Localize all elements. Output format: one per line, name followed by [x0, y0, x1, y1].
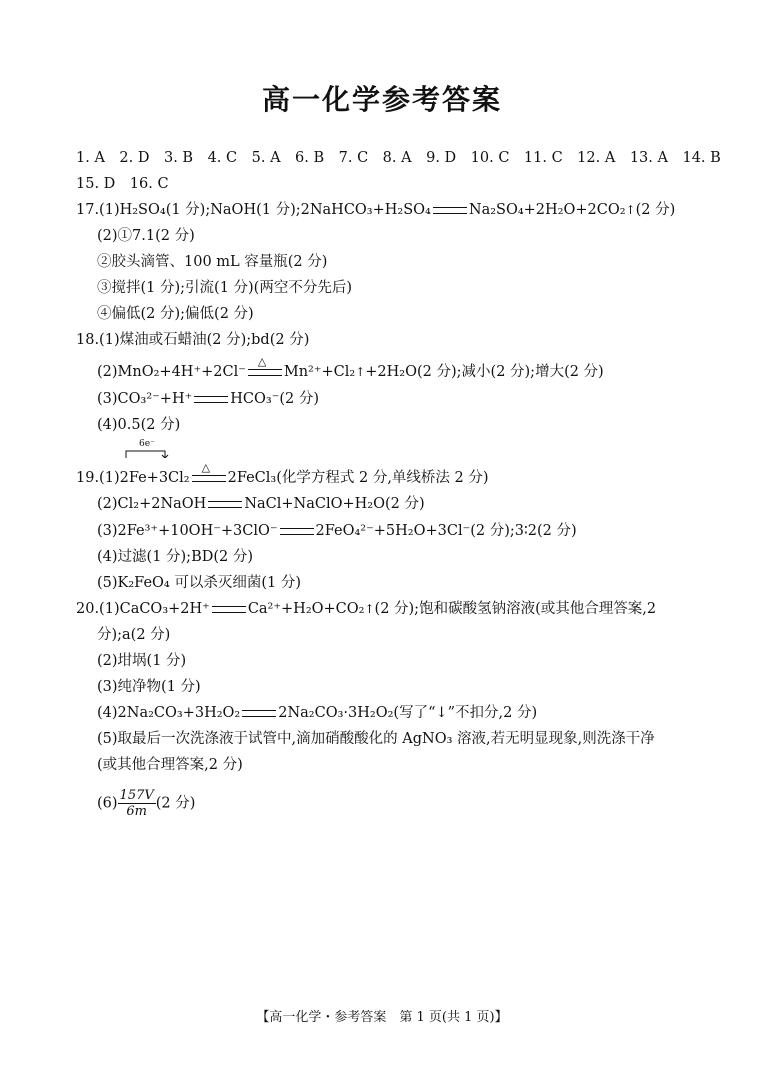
q18-part2-rest: +2H₂O(2 分);减小(2 分);增大(2 分) — [365, 364, 604, 380]
q20-part1-rest: (2 分);饱和碳酸氢钠溶液(或其他合理答案,2 — [374, 601, 657, 617]
q19-part3 — [97, 521, 577, 541]
q19-part5: (5)K₂FeO₄ 可以杀灭细菌(1 分) — [97, 575, 301, 591]
bridge-line — [126, 451, 165, 458]
q17-part4: ③搅拌(1 分);引流(1 分)(两空不分先后) — [97, 280, 352, 296]
gas-arrow-icon: ↑ — [625, 203, 636, 217]
gas-arrow-icon: ↑ — [355, 365, 366, 379]
equals-sign — [433, 207, 467, 214]
q17-part1-reactants: 17.(1)H₂SO₄(1 分);NaOH(1 分);2NaHCO₃+H₂SO₄ — [76, 202, 431, 218]
q18-part2-reactants: (2)MnO₂+4H⁺+2Cl⁻ — [97, 364, 246, 380]
q20-part6 — [97, 788, 195, 819]
fraction-denominator: 6m — [126, 804, 147, 819]
heat-triangle-icon: △ — [257, 354, 267, 368]
gas-arrow-icon: ↑ — [364, 602, 375, 616]
q18-part2-products: Mn²⁺+Cl₂ — [283, 364, 356, 380]
q19-part1 — [76, 460, 489, 488]
q18-part4: (4)0.5(2 分) — [97, 417, 181, 433]
fraction-numerator: 157V — [119, 788, 154, 803]
electron-count: 6e⁻ — [139, 439, 155, 449]
heat-triangle-icon: △ — [201, 460, 211, 474]
choice-answers-line-1: 1. A 2. D 3. B 4. C 5. A 6. B 7. C 8. A 9. D 10. C 11. C 12. A 13. A 14. B — [76, 150, 721, 166]
q18-part3 — [97, 389, 319, 409]
q17-part1-score: (2 分) — [635, 202, 676, 218]
heating-equals-sign — [248, 354, 282, 376]
q20-part6-score: (2 分) — [155, 795, 196, 812]
equals-sign — [242, 710, 276, 717]
page-title: 高一化学参考答案 — [261, 83, 502, 116]
q19-part4: (4)过滤(1 分);BD(2 分) — [97, 549, 254, 565]
q20-part2: (2)坩埚(1 分) — [97, 653, 187, 669]
equals-sign — [280, 528, 314, 535]
q20-part5-continued: (或其他合理答案,2 分) — [97, 757, 243, 773]
q20-part6-label: (6) — [97, 795, 118, 812]
q18-part1: 18.(1)煤油或石蜡油(2 分);bd(2 分) — [76, 332, 310, 348]
q20-part1-reactants: 20.(1)CaCO₃+2H⁺ — [76, 601, 210, 617]
q20-part1-continued: 分);a(2 分) — [97, 627, 171, 643]
fraction — [118, 788, 156, 819]
equals-sign — [194, 396, 228, 403]
equals-sign — [212, 606, 246, 613]
q18-part3-reactants: (3)CO₃²⁻+H⁺ — [97, 391, 193, 407]
q17-part2: (2)①7.1(2 分) — [97, 228, 195, 244]
page-footer: 【高一化学・参考答案 第 1 页(共 1 页)】 — [256, 1010, 508, 1025]
q18-part3-products: HCO₃⁻(2 分) — [230, 391, 319, 407]
q20-part1 — [76, 599, 656, 619]
q17-part5: ④偏低(2 分);偏低(2 分) — [97, 306, 254, 322]
q20-part4-reactants: (4)2Na₂CO₃+3H₂O₂ — [97, 705, 241, 721]
equals-sign — [208, 501, 242, 508]
q19-part2-reactants: (2)Cl₂+2NaOH — [97, 496, 207, 512]
heating-equals-sign — [192, 460, 226, 482]
q20-part1-products: Ca²⁺+H₂O+CO₂ — [247, 601, 365, 617]
q17-part1-products: Na₂SO₄+2H₂O+2CO₂ — [468, 202, 626, 218]
q19-part1-products: 2FeCl₃(化学方程式 2 分,单线桥法 2 分) — [227, 470, 489, 486]
choice-answers-line-2: 15. D 16. C — [76, 176, 169, 192]
q20-part5: (5)取最后一次洗涤液于试管中,滴加硝酸酸化的 AgNO₃ 溶液,若无明显现象,则洗涤干净 — [97, 731, 655, 747]
q19-part2-products: NaCl+NaClO+H₂O(2 分) — [244, 496, 425, 512]
q18-part2 — [97, 354, 604, 382]
q20-part3: (3)纯净物(1 分) — [97, 679, 201, 695]
q19-part3-products: 2FeO₄²⁻+5H₂O+3Cl⁻(2 分);3∶2(2 分) — [315, 523, 577, 539]
q19-part2 — [97, 494, 425, 514]
q17-part1 — [76, 200, 675, 220]
q17-part3: ②胶头滴管、100 mL 容量瓶(2 分) — [97, 254, 328, 270]
q19-part1-reactants: 19.(1)2Fe+3Cl₂ — [76, 470, 190, 486]
q19-part3-reactants: (3)2Fe³⁺+10OH⁻+3ClO⁻ — [97, 523, 278, 539]
q20-part4 — [97, 703, 537, 723]
q20-part4-products: 2Na₂CO₃·3H₂O₂(写了“↓”不扣分,2 分) — [278, 705, 538, 721]
electron-transfer-bridge — [123, 445, 187, 458]
